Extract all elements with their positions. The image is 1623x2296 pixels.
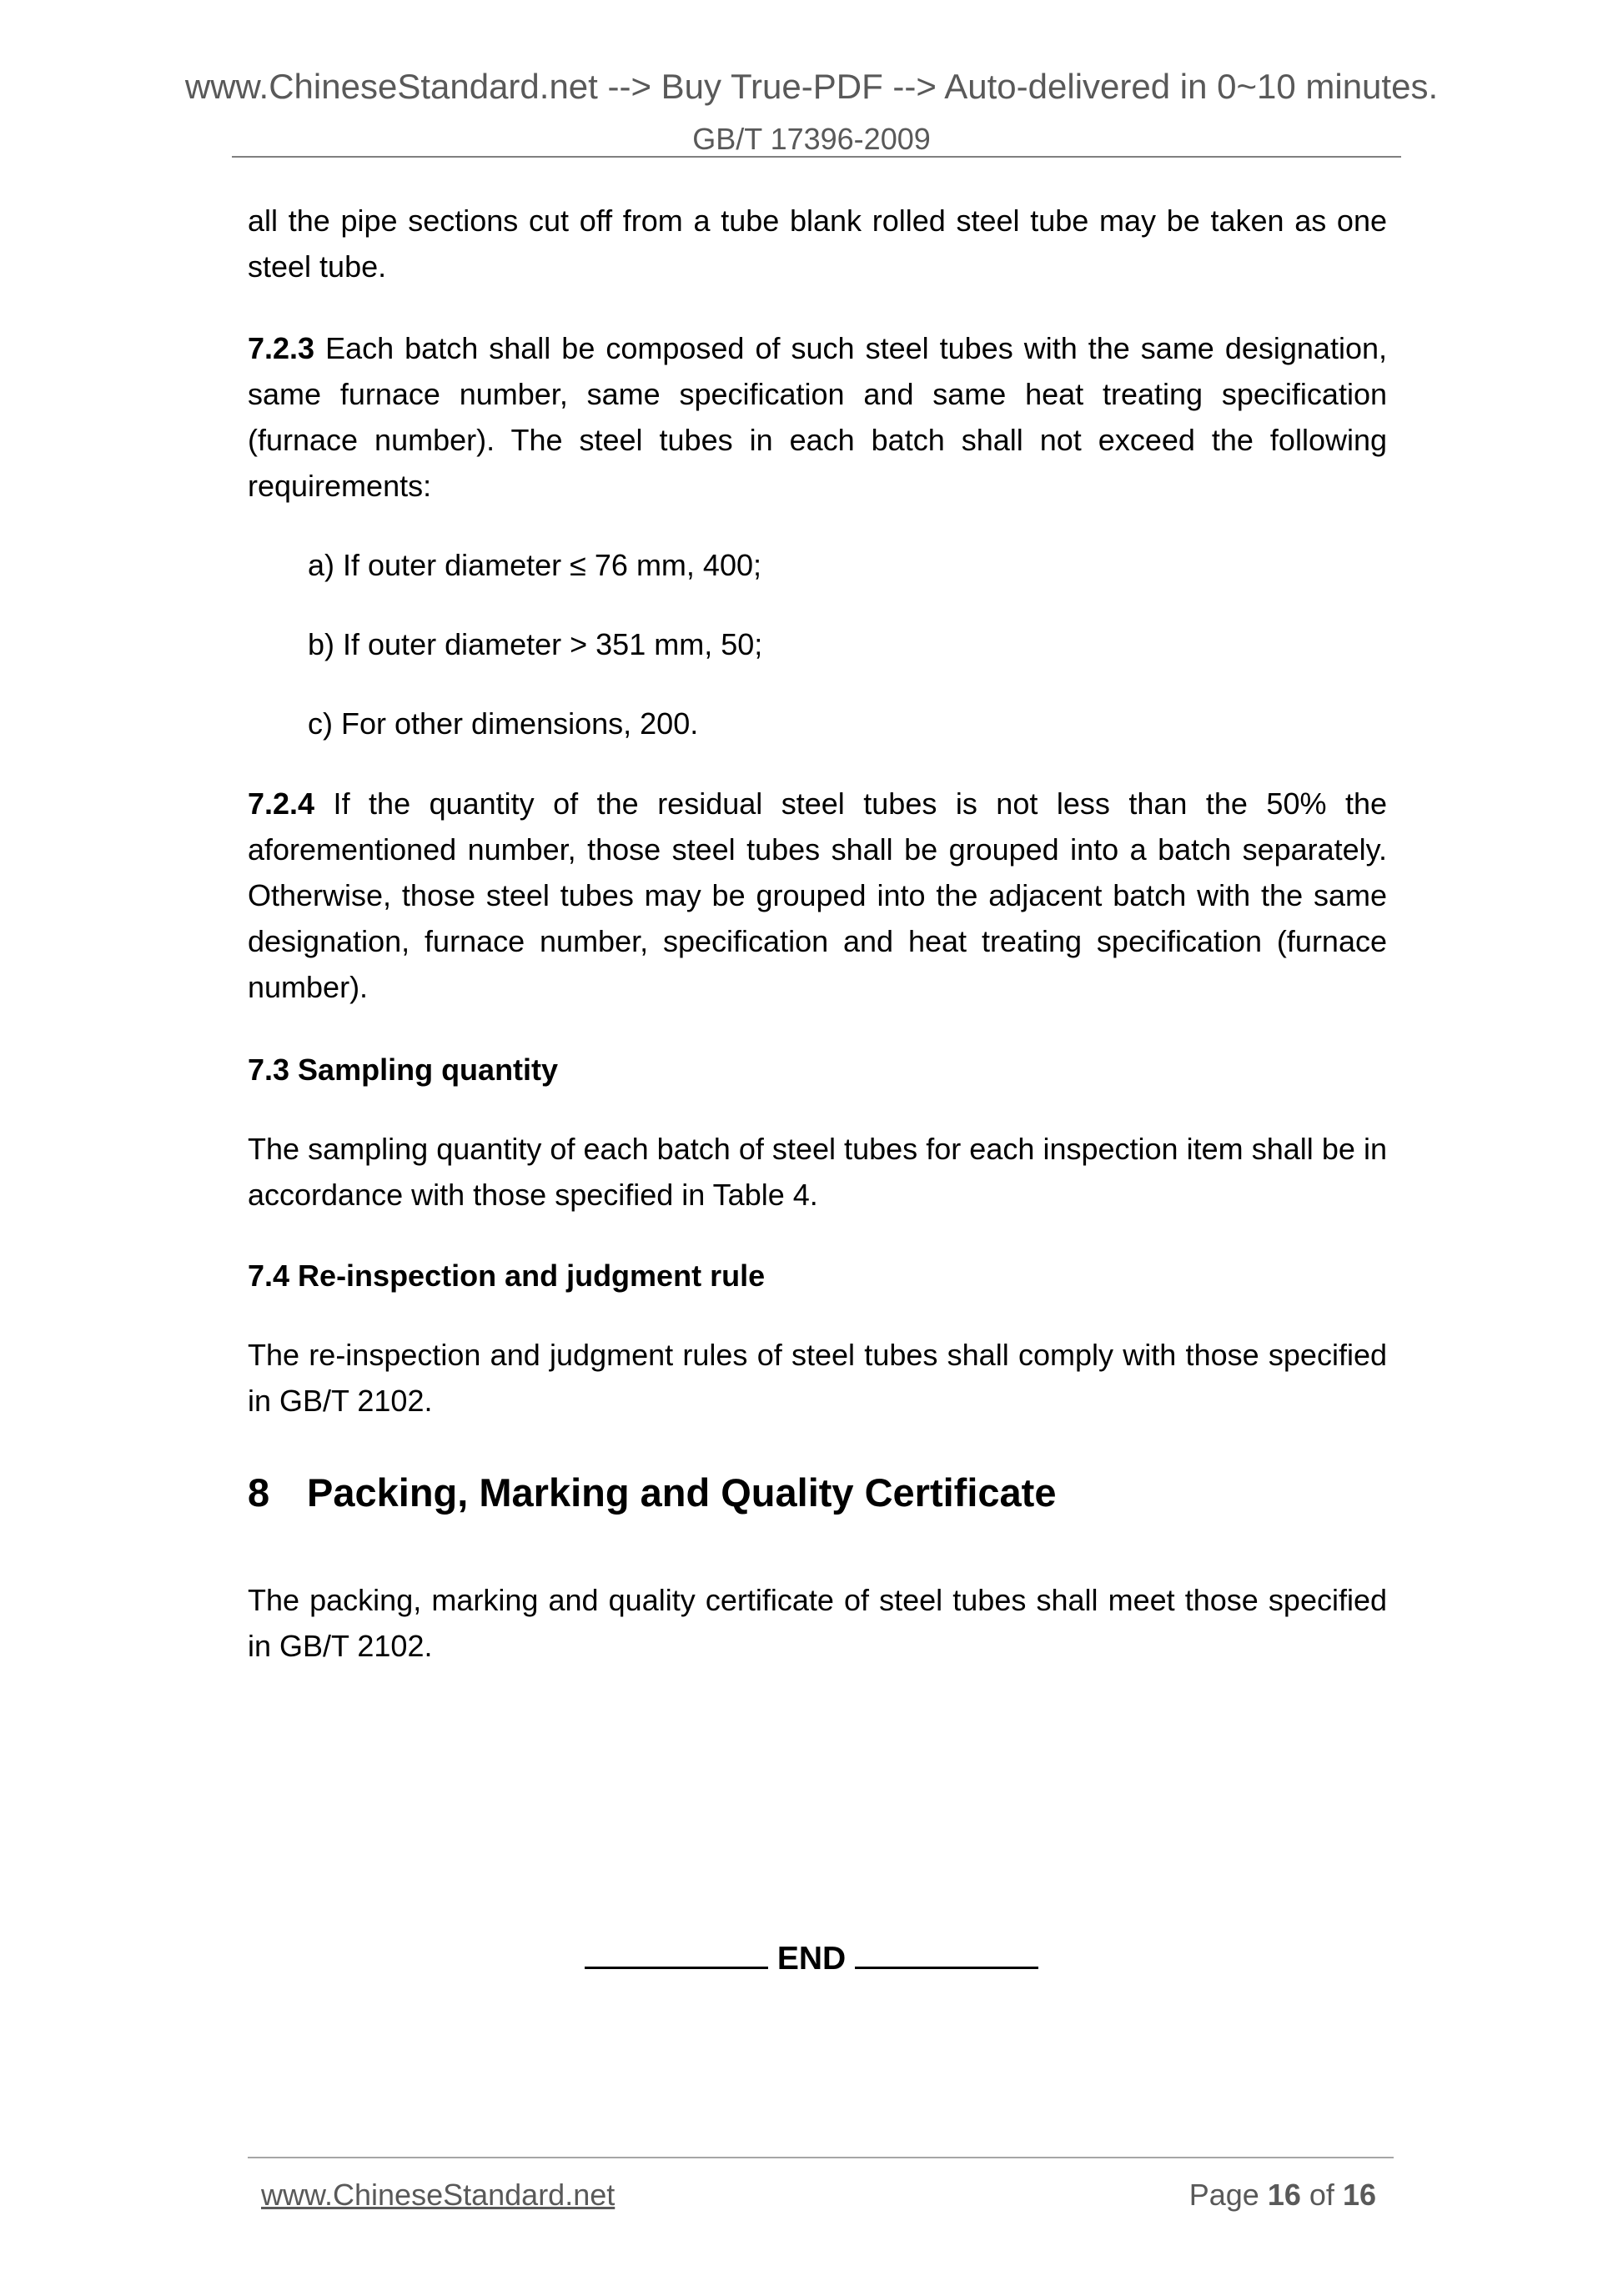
paragraph-line: The sampling quantity of each batch of steel tubes for each inspection item shall be in xyxy=(248,1132,1387,1166)
header-divider xyxy=(232,156,1401,158)
section-8-paragraph xyxy=(248,1577,1387,1669)
footer-divider xyxy=(248,2157,1394,2158)
clause-number: 7.2.3 xyxy=(248,331,315,365)
paragraph-line: designation, furnace number, specification and heat treating specification (furnace xyxy=(248,924,1387,958)
page-current: 16 xyxy=(1267,2178,1301,2212)
paragraph-line: number). xyxy=(248,970,369,1004)
paragraph-line xyxy=(248,781,1387,826)
page-total: 16 xyxy=(1342,2178,1376,2212)
list-item: a) If outer diameter ≤ 76 mm, 400; xyxy=(308,548,761,582)
paragraph-line: Otherwise, those steel tubes may be grouped into the adjacent batch with the same xyxy=(248,878,1387,912)
clause-7-2-3 xyxy=(248,325,1387,509)
clause-number: 7.2.4 xyxy=(248,786,315,821)
paragraph-line: all the pipe sections cut off from a tube blank rolled steel tube may be taken as one xyxy=(248,203,1387,238)
list-item: c) For other dimensions, 200. xyxy=(308,706,699,741)
end-rule-left xyxy=(585,1938,768,1969)
footer-website-link[interactable]: www.ChineseStandard.net xyxy=(261,2178,616,2212)
section-7-4-paragraph xyxy=(248,1332,1387,1424)
paragraph-line xyxy=(248,325,1387,371)
paragraph-line: aforementioned number, those steel tubes shall be grouped into a batch separately. xyxy=(248,832,1387,867)
end-rule-right xyxy=(855,1938,1038,1969)
header-site-line: www.ChineseStandard.net --> Buy True-PDF --> Auto-delivered in 0~10 minutes. xyxy=(184,67,1439,106)
end-marker xyxy=(0,1938,1623,1977)
paragraph-line: in GB/T 2102. xyxy=(248,1384,433,1418)
clause-text: If the quantity of the residual steel tubes is not less than the 50% the xyxy=(314,786,1387,821)
paragraph-line: (furnace number). The steel tubes in each batch shall not exceed the following xyxy=(248,423,1387,457)
paragraph-line: The re-inspection and judgment rules of steel tubes shall comply with those specified xyxy=(248,1338,1387,1372)
section-7-4-heading: 7.4 Re-inspection and judgment rule xyxy=(248,1259,766,1293)
header-standard-number: GB/T 17396-2009 xyxy=(692,122,931,156)
paragraph-line: The packing, marking and quality certificate of steel tubes shall meet those specified xyxy=(248,1583,1387,1617)
section-7-3-heading: 7.3 Sampling quantity xyxy=(248,1053,559,1087)
continuation-paragraph xyxy=(248,198,1387,289)
end-label: END xyxy=(776,1941,847,1977)
clause-text: Each batch shall be composed of such steel tubes with the same designation, xyxy=(314,331,1387,365)
paragraph-line: in GB/T 2102. xyxy=(248,1629,433,1663)
section-title: Packing, Marking and Quality Certificate xyxy=(307,1470,1057,1515)
section-7-3-paragraph xyxy=(248,1126,1387,1218)
clause-7-2-4 xyxy=(248,781,1387,1010)
page-prefix: Page xyxy=(1188,2178,1259,2212)
section-8-heading xyxy=(248,1470,1056,1515)
paragraph-line: requirements: xyxy=(248,469,432,503)
paragraph-line: accordance with those specified in Table 4. xyxy=(248,1178,818,1212)
paragraph-line: steel tube. xyxy=(248,249,387,284)
section-number: 8 xyxy=(248,1470,270,1515)
paragraph-line: same furnace number, same specification and same heat treating specification xyxy=(248,377,1387,411)
page-indicator xyxy=(1189,2178,1376,2213)
list-item: b) If outer diameter > 351 mm, 50; xyxy=(308,627,763,661)
page-of: of xyxy=(1309,2178,1334,2212)
